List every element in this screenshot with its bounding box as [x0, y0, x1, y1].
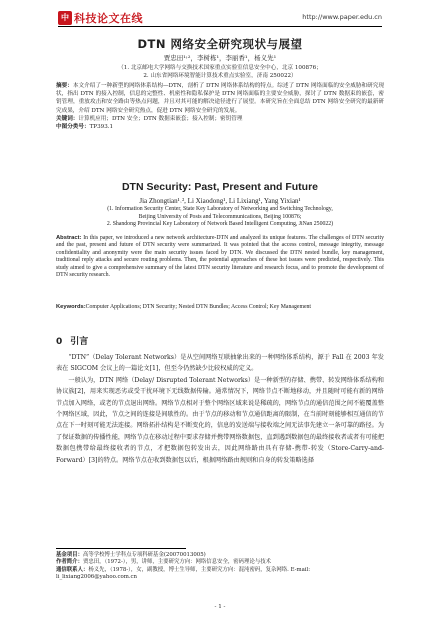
body-text — [56, 352, 384, 466]
page-header — [0, 0, 440, 36]
cn-clc-label: 中图分类号： — [56, 124, 90, 131]
cn-keywords — [56, 115, 384, 123]
page-number: - 1 - — [214, 604, 226, 610]
en-abstract-label: Abstract: — [56, 235, 82, 241]
en-keywords-text: Computer Applications; DTN Security; Nested DTN Bundles; Access Control; Key Management — [85, 304, 312, 310]
journal-logo[interactable] — [58, 10, 143, 36]
en-affiliation-line: 2. Shandong Provincial Key Laboratory of Network Based Intelligent Computing, JiNan 250022) — [106, 221, 334, 228]
body-paragraph: 一般认为，DTN 网络（Delay/ Disrupted Tolerant Networks）是一种新型的存储、携带、转发网络体系结构和协议族[2]，用来实现恶劣或受干扰环境下无线数据传输。通常情况下，网络节点不断地移动，并且随时可能有新的网络节点加入网络，或老的节点退出网络。网络节点相对于整个网络区域来说是稀疏的，网络节点的通信范围之间不能覆盖整个网络区域，因此，节点之间的连接是间歇性的。由于节点的移动和节点通信距离的限制，在当前时刻能够相互通信的节点在下一时刻可能无法连接。网络拓扑结构是不断变化的，信息的发送端与接收端之间无法事先建立一条可靠的路径。为了保证数据的传播性能，网络节点在移动过程中要求存储并携带网络数据包，直到遇到数据包的最终接收者或者有可能把数据包携带给最终接收者的节点，才把数据包转发出去，因此网络路由具有存储-携带-转发（Store-Carry-and-Forward）[3]的特点。网络节点在收到数据包以后，根据网络路由规则和自身的转发策略选择 — [56, 376, 384, 464]
cn-abstract — [56, 82, 384, 131]
section-heading — [56, 334, 384, 347]
cn-affiliation-line: （1. 北京邮电大学网络与交换技术国家重点实验室信息安全中心，北京 100876； — [118, 65, 322, 71]
cn-title: DTN 网络安全研究现状与展望 — [137, 37, 303, 51]
cn-authors: 贾忠田¹˒²，李树栋¹，李丽香¹，杨义先¹ — [163, 54, 277, 62]
en-abstract-text: In this paper, we introduced a new network architecture-DTN and analyzed its unique features. The challenges of DTN security and the past, present and future of DTN security were summarized. It was pointed that the access control, message integrity, message confidentiality and anonymity were the main security issues faced by DTN. We discussed the DTN nested bundle, key management, traditional reply attacks and secure routing problems. Then, the potential approaches of these hot issues were predicted, respectively. This study aimed to give a comprehensive summary of the latest DTN security literature and research focus, and to promote the development of DTN security research. — [56, 235, 384, 279]
body-paragraph: “DTN”（Delay Tolerant Networks）是从空间网络互联抽象出来的一种网络体系结构，源于 Fall 在 2003 年发表在 SIGCOM 会议上的一篇论文[1]，但至今仍然缺少比较权威的定义。 — [56, 354, 384, 373]
footnote-author-bio: 作者简介：贾忠田，（1972-），男，讲师，主要研究方向：网络信息安全，密码理论与技术 — [56, 559, 272, 566]
section-title: 引言 — [70, 337, 89, 347]
en-keywords — [56, 304, 384, 311]
cn-keywords-label: 关键词： — [56, 115, 79, 122]
section-number: 0 — [56, 337, 63, 347]
cn-abstract-label: 摘要： — [56, 83, 73, 89]
en-affiliation-line: Beijing University of Posts and Telecommunications, Beijing 100876; — [138, 213, 302, 220]
cn-clc — [56, 123, 384, 131]
footnotes — [56, 552, 384, 582]
en-abstract — [56, 235, 384, 279]
footnote-rule — [56, 548, 186, 549]
en-affiliation-line: (1. Information Security Center, State Key Laboratory of Networking and Switching Technology, — [107, 206, 333, 212]
footnote-funding: 基金项目：高等学校博士学科点专项科研基金(20070013005) — [56, 552, 206, 558]
cn-affiliations — [56, 64, 384, 81]
site-url-link[interactable]: http://www.paper.edu.cn — [302, 13, 382, 21]
cn-clc-text: TP393.1 — [89, 124, 114, 131]
header-rule — [58, 26, 382, 27]
footnote-contact: 通信联系人：杨义先，（1978-），女，副教授，博士生导师，主要研究方向：混沌密码，复杂网络. E-mail: li_lixiang2006@yahoo.com.cn — [56, 566, 311, 581]
en-keywords-label: Keywords: — [56, 304, 86, 310]
en-authors: Jia Zhongtian¹˒², Li Xiaodong¹, Li Lixiang¹, Yang Yixian¹ — [139, 197, 301, 205]
cn-keywords-text: 计算机应用；DTN 安全；DTN 数据束嵌套；接入控制；密钥管理 — [78, 115, 243, 122]
en-title: DTN Security: Past, Present and Future — [121, 181, 319, 193]
logo-seal-icon: 中国 — [58, 11, 72, 25]
en-affiliations — [56, 206, 384, 229]
cn-abstract-text: 本文介绍了一种新型的网络体系结构—DTN，剖析了 DTN 网络体系结构的特点。综述了 DTN 网络面临的安全威胁和研究现状，指出 DTN 的接入控制，信息的完整性、机密性和隐私保护是 DTN 网络面临的主要安全威胁，探讨了 DTN 数据束的嵌套，密钥管理，重放攻击和安全路由等热点问题，并且对其可能的解决途径进行了展望。本研究旨在全面总结 DTN 网络安全研究的最新研究成果，介绍 DTN 网络安全研究热点，促进 DTN 网络安全研究的发展。 — [56, 83, 384, 114]
cn-affiliation-line: 2. 山东省网络环境智能计算技术重点实验室，济南 250022） — [143, 73, 297, 80]
logo-text: 科技论文在线 — [74, 12, 143, 25]
